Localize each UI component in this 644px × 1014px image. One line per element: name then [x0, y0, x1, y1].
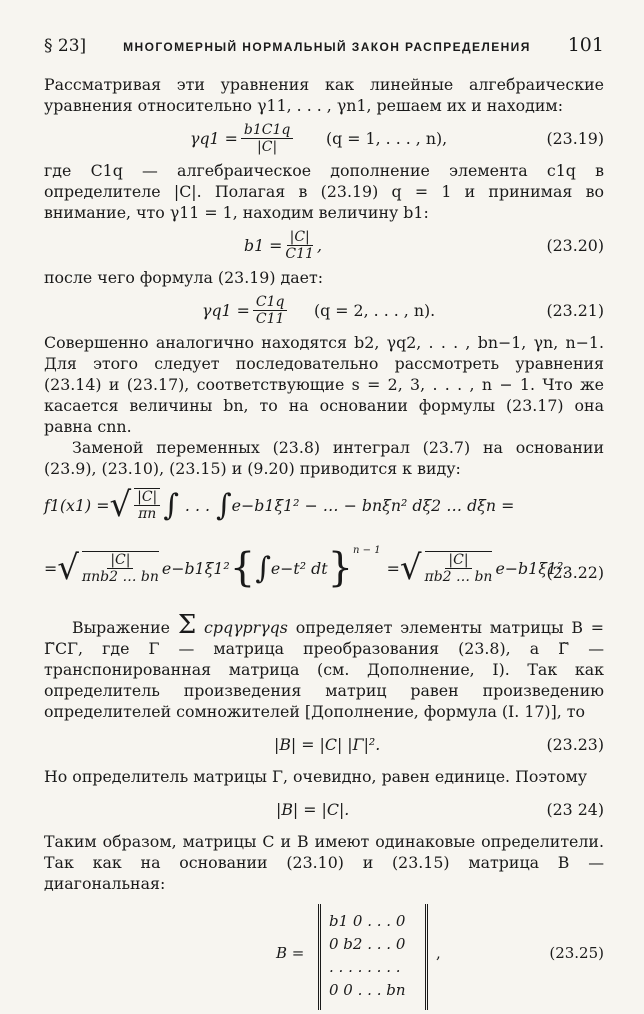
eq4-num: |C| — [134, 489, 160, 506]
eq5-den2: πb2 … bn — [424, 569, 493, 585]
section-mark: § 23] — [44, 36, 87, 56]
right-brace: } — [327, 545, 354, 591]
eq6-tag: (23.23) — [546, 734, 604, 754]
eq5-exp2: e−b1ξ1². — [495, 558, 569, 578]
paragraph-2: где C1q — алгебраическое дополнение элемента c1q в определителе |C|. Полагая в (23.19) q = 1 и принимая во внимание, что γ11 = 1, находим величину b1: — [44, 161, 604, 222]
sqrt-sign-3: √ — [399, 548, 422, 588]
matrix-row-2: 0 b2 . . . 0 — [329, 935, 406, 953]
sqrt-sign: √ — [109, 485, 132, 525]
equation-23-23: |B| = |C| |Γ|². (23.23) — [44, 722, 604, 766]
sqrt-sign-2: √ — [57, 548, 79, 588]
eq5-inner: e−t² dt — [270, 558, 328, 578]
equals-sign: = — [44, 558, 58, 578]
eq3-num: C1q — [253, 294, 288, 311]
eq2-tag: (23.20) — [546, 235, 604, 255]
left-brace: { — [229, 545, 256, 591]
eq3-den: C11 — [255, 310, 285, 327]
ellipsis-ints: . . . — [184, 495, 211, 515]
running-header — [44, 34, 604, 60]
equals-sign-2: = — [386, 558, 400, 578]
equation-23-22 — [44, 537, 604, 607]
paragraph-4: Совершенно аналогично находятся b2, γq2, . . . , bn−1, γn, n−1. Для этого следует последовательно рассмотреть уравнения (23.14) и (23.17), соответствующие s = 2, 3, . . . , n − 1. Что же касается величины bn, то на основании формулы (23.17) она равна cnn. — [44, 333, 604, 436]
eq4-lhs: f1(x1) = — [44, 495, 110, 515]
paragraph-6: Выражение Σ cpqγprγqs определяет элементы матрицы B = Γ̃CΓ, где Γ — матрица преобразования (23.8), а Γ̃ — транспонированная матрица (см. Дополнение, I). Так как определитель произведения матриц равен произведению определителей сомножителей [Дополнение, формула (I. 17)], то — [44, 610, 605, 721]
eq4-den: πn — [138, 506, 157, 522]
eq1-num: b1C1q — [241, 122, 293, 139]
diagonal-matrix — [318, 904, 428, 1010]
paragraph-5: Заменой переменных (23.8) интеграл (23.7) на основании (23.9), (23.10), (23.15) и (9.20) приводится к виду: — [44, 438, 604, 478]
matrix-row-3: . . . . . . . . — [329, 958, 401, 976]
eq5-den1: πnb2 … bn — [81, 569, 159, 585]
matrix-tail: , — [436, 944, 441, 962]
eq4-integrand: e−b1ξ1² − … − bnξn² dξ2 … dξn = — [231, 495, 515, 515]
eq3-tag: (23.21) — [546, 300, 604, 320]
matrix-row-4: 0 0 . . . bn — [329, 981, 406, 999]
eq1-tag: (23.19) — [546, 128, 604, 148]
page-number: 101 — [567, 34, 604, 56]
eq5-num2: |C| — [445, 552, 471, 569]
eq7-tag: (23 24) — [546, 799, 604, 819]
eq1-cond: (q = 1, . . . , n), — [326, 128, 448, 148]
equation-23-24: |B| = |C|. (23 24) — [44, 787, 604, 831]
paragraph-3: после чего формула (23.19) дает: — [44, 268, 324, 287]
equation-23-20 — [44, 223, 604, 267]
running-title: МНОГОМЕРНЫЙ НОРМАЛЬНЫЙ ЗАКОН РАСПРЕДЕЛЕНИЯ — [123, 40, 531, 54]
matrix-row-1: b1 0 . . . 0 — [329, 912, 406, 930]
integral-sign-1: ∫ — [163, 487, 179, 523]
eq3-cond: (q = 2, . . . , n). — [314, 300, 436, 320]
body-text — [44, 74, 604, 1014]
equation-23-19 — [44, 116, 604, 160]
paragraph-7: Но определитель матрицы Γ, очевидно, равен единице. Поэтому — [44, 767, 588, 786]
eq5-exp1: e−b1ξ1² — [161, 558, 230, 578]
eq5-tag: (23.22) — [546, 563, 604, 582]
equation-23-25 — [44, 904, 604, 1014]
eq1-lhs: γq1 = — [190, 128, 238, 148]
eq3-lhs: γq1 = — [202, 300, 250, 320]
eq1-den: |C| — [257, 138, 278, 155]
equation-f1-integral — [44, 479, 604, 537]
eq2-num: |C| — [287, 229, 313, 246]
integral-sign-2: ∫ — [216, 487, 232, 523]
eq2-den: C11 — [285, 245, 314, 262]
paragraph-8: Таким образом, матрицы C и B имеют одинаковые определители. Так как на основании (23.10) и (23.15) матрица B — диагональная: — [44, 832, 604, 893]
eq2-tail: , — [316, 235, 322, 255]
integral-sign-3: ∫ — [255, 550, 271, 586]
eq2-lhs: b1 = — [244, 235, 283, 255]
eq5-power: n − 1 — [353, 545, 381, 556]
sum-sign: Σ — [177, 610, 197, 640]
matrix-tag: (23.25) — [549, 944, 604, 962]
eq5-num1: |C| — [107, 552, 133, 569]
matrix-lhs: B = — [276, 944, 305, 962]
paragraph-1: Рассматривая эти уравнения как линейные алгебраические уравнения относительно γ11, . . . , γn1, решаем их и находим: — [44, 75, 604, 115]
equation-23-21 — [44, 288, 604, 332]
